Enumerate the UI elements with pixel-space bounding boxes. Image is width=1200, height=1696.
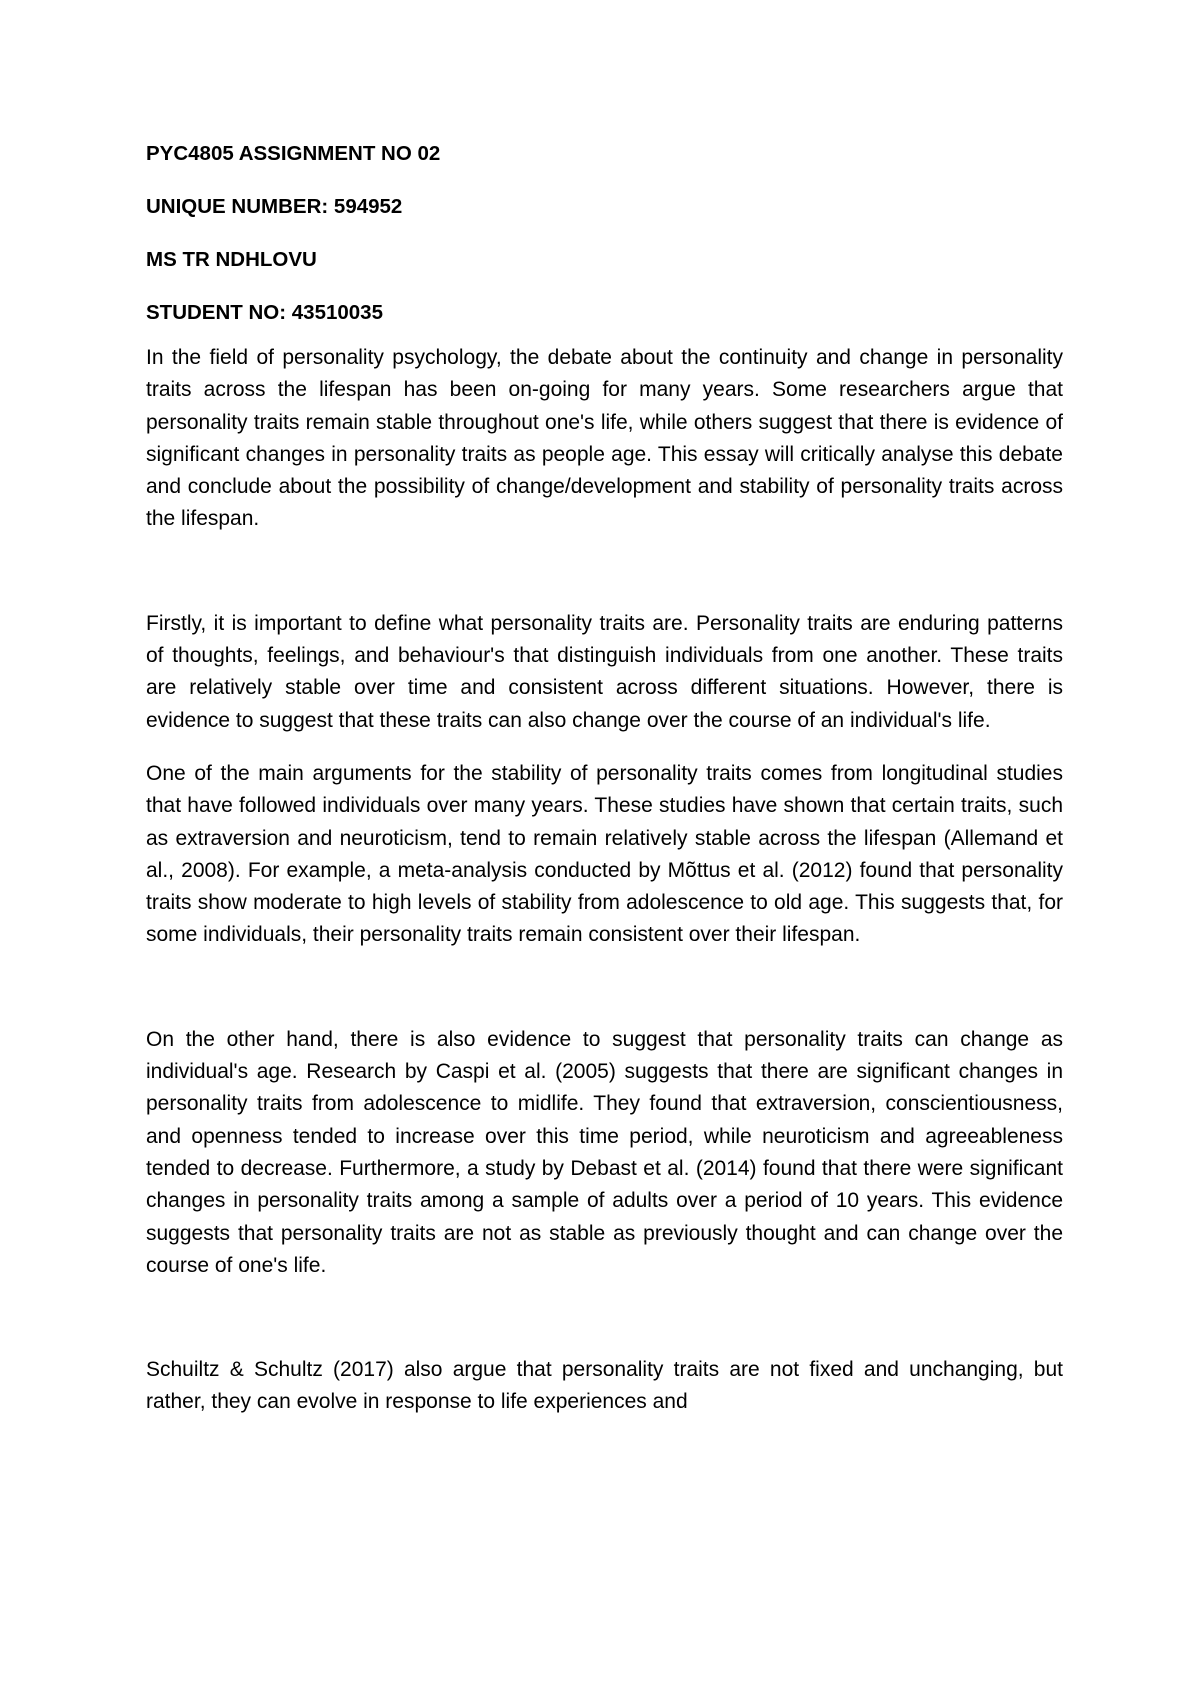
student-number: STUDENT NO: 43510035 bbox=[146, 301, 383, 324]
spacer bbox=[146, 737, 1063, 758]
paragraph-change: On the other hand, there is also evidence to suggest that personality traits can change as individual's age. Research by Caspi et al. (2005) suggests that there are significant changes in personality traits from adolescence to midlife. They found that extraversion, conscientiousness, and openness tended to increase over this time period, while neuroticism and agreeableness tended to decrease. Furthermore, a study by Debast et al. (2014) found that there were significant changes in personality traits among a sample of adults over a period of 10 years. This evidence suggests that personality traits are not as stable as previously thought and can change over the course of one's life. bbox=[146, 1027, 1063, 1277]
assignment-title: PYC4805 ASSIGNMENT NO 02 bbox=[146, 142, 441, 165]
student-name: MS TR NDHLOVU bbox=[146, 248, 317, 271]
spacer bbox=[146, 1282, 1063, 1354]
paragraph-definition: Firstly, it is important to define what personality traits are. Personality traits are enduring patterns of thoughts, feelings, and behaviour's that distinguish individuals from one another. These traits are relatively stable over time and consistent across different situations. However, there is evidence to suggest that these traits can also change over the course of an individual's life. bbox=[146, 611, 1063, 732]
unique-number: UNIQUE NUMBER: 594952 bbox=[146, 195, 403, 218]
spacer bbox=[146, 536, 1063, 608]
document-body bbox=[146, 142, 1063, 1419]
spacer bbox=[146, 952, 1063, 1024]
paragraph-intro: In the field of personality psychology, the debate about the continuity and change in personality traits across the lifespan has been on-going for many years. Some researchers argue that personality traits remain stable throughout one's life, while others suggest that there is evidence of significant changes in personality traits as people age. This essay will critically analyse this debate and conclude about the possibility of change/development and stability of personality traits across the lifespan. bbox=[146, 346, 1063, 531]
paragraph-schultz: Schuiltz & Schultz (2017) also argue that personality traits are not fixed and unchanging, but rather, they can evolve in response to life experiences and bbox=[146, 1358, 1063, 1414]
paragraph-stability: One of the main arguments for the stability of personality traits comes from longitudinal studies that have followed individuals over many years. These studies have shown that certain traits, such as extraversion and neuroticism, tend to remain relatively stable across the lifespan (Allemand et al., 2008). For example, a meta-analysis conducted by Mõttus et al. (2012) found that personality traits show moderate to high levels of stability from adolescence to old age. This suggests that, for some individuals, their personality traits remain consistent over their lifespan. bbox=[146, 761, 1063, 947]
